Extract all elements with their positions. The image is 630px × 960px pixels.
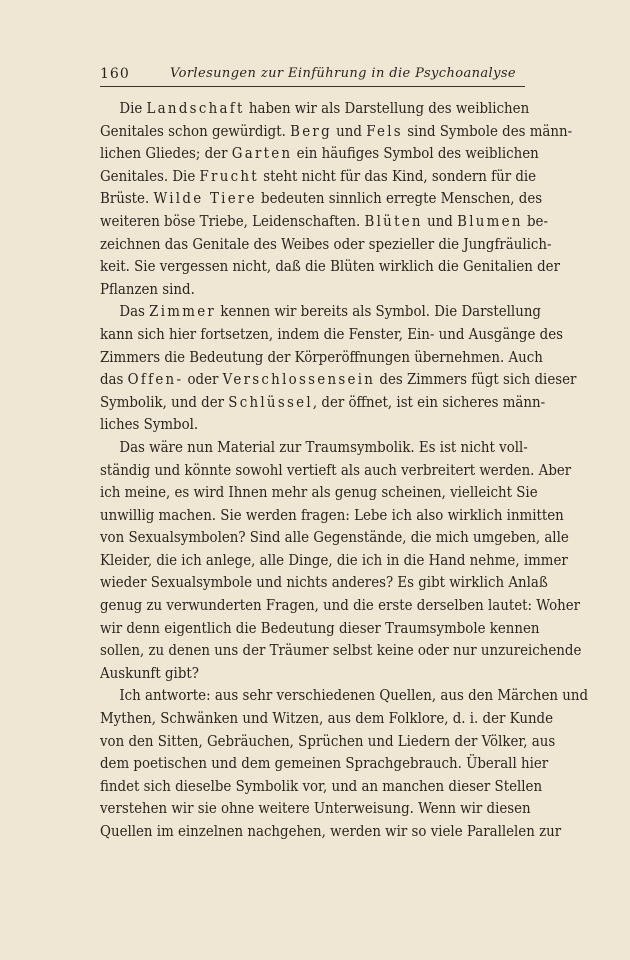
spaced-term: Offen-	[127, 370, 184, 389]
spaced-term: Wilde Tiere	[153, 189, 257, 208]
text-line	[100, 571, 548, 594]
text-segment: des Zimmers fügt sich dieser	[375, 370, 577, 389]
text-segment: lichen Gliedes; der	[100, 144, 232, 163]
text-line	[100, 210, 548, 233]
text-line	[100, 481, 538, 504]
text-segment: genug zu verwunderten Fragen, und die erste derselben lautet: Woher	[100, 596, 581, 615]
text-segment: Das wäre nun Material zur Traumsymbolik. Es ist nicht voll-	[119, 437, 528, 456]
text-segment: sollen, zu denen uns der Träumer selbst keine oder nur unzureichende	[100, 641, 582, 660]
text-segment: Genitales. Die	[100, 166, 200, 185]
text-segment: Auskunft gibt?	[100, 663, 199, 682]
text-segment: be-	[522, 211, 548, 230]
text-line	[100, 594, 581, 617]
spaced-term: Verschlossensein	[222, 370, 376, 389]
text-line	[100, 775, 543, 798]
text-segment: unwillig machen. Sie werden fragen: Lebe ich also wirklich inmitten	[100, 505, 564, 524]
text-line	[100, 820, 562, 843]
text-segment: und	[422, 211, 458, 230]
text-segment: Das	[119, 302, 150, 321]
text-segment: liches Symbol.	[100, 415, 199, 434]
spaced-term: Frucht	[199, 166, 259, 185]
text-segment: dem poetischen und dem gemeinen Sprachgebrauch. Überall hier	[100, 754, 549, 773]
spaced-term: Landschaft	[146, 99, 245, 117]
text-line	[100, 391, 546, 414]
body-text	[100, 97, 589, 843]
text-segment: , der öffnet, ist ein sicheres männ-	[312, 392, 546, 411]
text-line	[100, 300, 541, 323]
text-line	[100, 278, 524, 301]
text-segment: Die	[119, 99, 147, 117]
text-line	[100, 797, 531, 820]
text-segment: steht nicht für das Kind, sondern für die	[258, 166, 537, 185]
text-line	[100, 459, 572, 482]
text-segment: zeichnen das Genitale des Weibes oder spezieller die Jungfräulich-	[100, 234, 552, 253]
text-line	[100, 730, 556, 753]
text-line	[100, 617, 540, 640]
text-segment: von den Sitten, Gebräuchen, Sprüchen und Liedern der Völker, aus	[100, 731, 556, 750]
text-line	[100, 752, 549, 775]
text-segment: Pflanzen sind.	[100, 279, 195, 298]
text-segment: Symbolik, und der	[100, 392, 229, 411]
text-segment: Mythen, Schwänken und Witzen, aus dem Folklore, d. i. der Kunde	[100, 709, 554, 728]
text-segment: Kleider, die ich anlege, alle Dinge, die ich in die Hand nehme, immer	[100, 550, 568, 569]
text-line	[100, 436, 528, 459]
spaced-term: Berg	[290, 121, 332, 140]
text-line	[100, 255, 560, 278]
text-line	[100, 346, 543, 369]
text-line	[100, 233, 552, 256]
text-line	[100, 323, 563, 346]
text-segment: wieder Sexualsymbole und nichts anderes? Es gibt wirklich Anlaß	[100, 573, 548, 592]
text-line	[100, 662, 524, 685]
spaced-term: Blumen	[457, 211, 523, 230]
spaced-term: Fels	[366, 121, 403, 140]
text-line	[100, 120, 573, 143]
text-segment: ich meine, es wird Ihnen mehr als genug scheinen, vielleicht Sie	[100, 483, 538, 502]
spaced-term: Schlüssel	[228, 392, 313, 411]
text-line	[100, 504, 564, 527]
text-line	[100, 684, 589, 707]
text-segment: kann sich hier fortsetzen, indem die Fenster, Ein- und Ausgänge des	[100, 324, 563, 343]
text-line	[100, 413, 524, 436]
text-segment: Ich antworte: aus sehr verschiedenen Quellen, aus den Märchen und	[119, 686, 589, 705]
text-segment: von Sexualsymbolen? Sind alle Gegenstände, die mich umgeben, alle	[100, 528, 569, 547]
text-line	[100, 707, 554, 730]
text-segment: Quellen im einzelnen nachgehen, werden wir so viele Parallelen zur	[100, 822, 562, 840]
text-segment: verstehen wir sie ohne weitere Unterweisung. Wenn wir diesen	[100, 799, 531, 818]
text-segment: findet sich dieselbe Symbolik vor, und an manchen dieser Stellen	[100, 776, 543, 795]
text-line	[100, 97, 530, 120]
text-segment: weiteren böse Triebe, Leidenschaften.	[100, 211, 365, 230]
text-segment: das	[100, 370, 128, 389]
spaced-term: Blüten	[364, 211, 423, 230]
spaced-term: Zimmer	[149, 302, 217, 321]
running-title: Vorlesungen zur Einführung in die Psychoanalyse	[170, 66, 516, 81]
text-segment: ein häufiges Symbol des weiblichen	[292, 144, 539, 163]
text-segment: haben wir als Darstellung des weiblichen	[244, 99, 530, 117]
text-segment: sind Symbole des männ-	[402, 121, 573, 140]
text-line	[100, 549, 568, 572]
text-segment: bedeuten sinnlich erregte Menschen, des	[256, 189, 543, 208]
text-line	[100, 187, 543, 210]
text-line	[100, 142, 539, 165]
text-line	[100, 165, 537, 188]
text-segment: ständig und könnte sowohl vertieft als auch verbreitert werden. Aber	[100, 460, 572, 479]
spaced-term: Garten	[231, 144, 293, 163]
text-line	[100, 639, 582, 662]
text-segment: kennen wir bereits als Symbol. Die Darstellung	[216, 302, 541, 321]
text-segment: und	[331, 121, 367, 140]
text-segment: oder	[183, 370, 223, 389]
text-segment: keit. Sie vergessen nicht, daß die Blüten wirklich die Genitalien der	[100, 257, 560, 276]
text-segment: Zimmers die Bedeutung der Körperöffnungen übernehmen. Auch	[100, 347, 543, 366]
text-segment: Brüste.	[100, 189, 154, 208]
text-line	[100, 526, 569, 549]
text-segment: wir denn eigentlich die Bedeutung dieser Traumsymbole kennen	[100, 618, 540, 637]
text-line	[100, 368, 577, 391]
text-segment: Genitales schon gewürdigt.	[100, 121, 291, 140]
running-header	[100, 66, 525, 87]
page-number: 160	[100, 66, 130, 82]
